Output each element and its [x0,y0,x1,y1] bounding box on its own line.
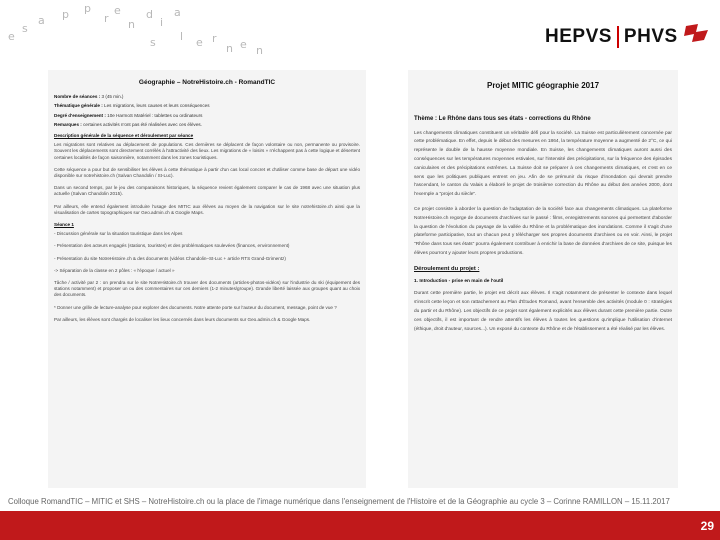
left-document-scan [48,70,366,488]
deco-letter: e [196,36,203,49]
deco-letter: n [256,44,263,57]
subsection-heading: 1. Introduction - prise en main de l'outil [414,278,504,284]
page-number-bar [0,511,720,540]
seance-item: Tâche / activité par 2 : on prendra sur le site NotreHistoire.ch trouver des documents (articles-photos-vidéos) sur l'industrie du ski (équipement des stations notamment) et proposer un ou des commentaires sur ces derniers (1-2 minutes/groupe). Grande liberté laissée aux groupes quant au choix des documents. [54,280,360,298]
seance-item: - Présentation des acteurs engagés (stations, touristes) et des problématiques soulevées (finances, environnement) [54,243,290,249]
description-heading: Description générale de la séquence et déroulement par séance [54,133,194,139]
deco-letter: e [240,38,247,51]
logo-right-text: PHVS [623,25,678,47]
doc-paragraph: Cette séquence a pour but de sensibiliser les élèves à cette thématique à partir d'un cas local concret et d'utiliser comme base de départ une vidéo disponible sur notrehistoire.ch (Salvan Chandolin / St-Luc). [54,166,360,179]
doc-paragraph: Ce projet consiste à aborder la question de l'adaptation de la société face aux changements climatiques. La plateforme NotreHistoire.ch regorge de documents d'archives sur le passé : films, enregistrements sonores qui permettent d'aborder la question de l'évolution du paysage de la vallée du Rhône et la problématique des inondations. Comme il s'agit d'une plateforme participative, tout un chacun peut y télécharger ses propres documents d'archives ou en voir. Ainsi, le projet "Rhône dans tous ses états" pourra également contribuer à enrichir la base de données d'archives de ce site, puisque les élèves pourront y ajouter leurs propres productions. [414,206,672,256]
page-number: 29 [700,519,714,533]
deco-letter: r [104,12,109,25]
doc-paragraph: Les changements climatiques constituent un véritable défi pour la société. La Suisse est particulièrement concernée par cette problématique. En effet, depuis le début des mesures en 1864, la température moyenne a augmenté de 2°C, ce qui représente le double de la hausse moyenne mondiale. En Suisse, les changements climatiques auront aussi des conséquences sur les températures moyennes estivales, sur l'intensité des précipitations, sur la fréquence des épisodes caniculaires et des précipitations extrêmes. La Suisse doit se préparer à ces changements climatiques, et c'est en ce sens que les politiques publiques entrent en jeu. Afin de se prémunir du risque d'inondation qui devrait prendre l'ascendant, le canton du Valais a élaboré le projet de troisième correction du Rhône au début des années 2000, dont l'exemple a "projet du siècle". [414,130,672,198]
seance-item: Par ailleurs, les élèves sont chargés de localiser les lieux concernés dans leurs documents sur Geo.admin.ch & Google Maps. [54,316,311,322]
doc-paragraph: Par ailleurs, elle entend également introduire l'usage des MITIC aux élèves au moyen de la navigation sur le site notrehistoire.ch ainsi que la visualisation de cartes topographiques sur Geo.admin.ch & Google Maps. [54,203,360,215]
seance-item: - Discussion générale sur la situation touristique dans les Alpes [54,231,183,237]
right-document-scan [408,70,678,488]
seance-item: -> Séparation de la classe en 2 pôles : « l'époque / actuel » [54,267,175,273]
deco-letter: e [8,30,15,43]
deco-letter: n [226,42,233,55]
deco-letter: p [84,2,91,15]
doc-meta-row: Thématique générale : Les migrations, leurs causes et leurs conséquences [54,103,210,109]
left-doc-title: Géographie – NotreHistoire.ch - RomandTIC [138,79,276,86]
deco-letter: p [62,8,69,21]
deco-letter: a [38,14,45,27]
doc-paragraph: Durant cette première partie, le projet est décrit aux élèves. Il s'agit notamment de présenter le contexte dans lequel s'inscrit cette leçon et son rattachement au Plan d'Études Romand, avant l'ensemble des activités (module 0 : stratégies du partir et du Rhône). Les objectifs de ce projet sont également explicités aux élèves durant cette première partie. Outre ces objectifs, il est important de rendre attentifs les élèves à toutes les questions qu'implique l'utilisation d'internet (éthique, droit d'auteur, sources...). Un exposé du contexte du Rhône et de l'établissement a été réalisé par les élèves. [414,291,672,332]
deco-letter: n [128,18,135,31]
deco-letter: d [146,8,153,21]
deco-letter: l [180,30,184,43]
hepvs-logo [545,22,710,51]
deco-letter: i [160,16,164,29]
section-heading: Déroulement du projet : [414,265,480,272]
deco-letter: e [114,4,121,17]
right-doc-title: Projet MITIC géographie 2017 [486,81,600,90]
deco-letter: s [150,36,156,49]
deco-letter: r [212,32,217,45]
header-decoration [0,0,300,70]
deco-letter: a [174,6,181,19]
doc-paragraph: Dans un second temps, par le jeu des comparaisons historiques, la séquence revient également comparer le cas de 1968 avec une situation plus actuelle (Salvan Chandolin 2015). [54,185,360,197]
slide-footer: Colloque RomandTIC – MITIC et SHS – NotreHistoire.ch ou la place de l'image numérique dans l'enseignement de l'Histoire et de la Géographie au cycle 3 – Corinne RAMILLON – 15.11.2017 [8,497,670,506]
doc-meta-row: Remarques : certaines activités n'ont pas été réalisées avec ces élèves. [54,121,202,127]
seance-heading: Séance 1 [54,222,74,228]
deco-letter: s [22,22,28,35]
flag-icon [684,22,710,51]
seance-item: - Présentation du site NotreHistoire.ch & des documents (vidéos Chandolin–St-Luc + article RTS Grand-Grimentz) [54,255,286,261]
logo-separator [617,26,619,48]
doc-paragraph: Les migrations sont relatives au déplacement de populations. Ces dernières se déplacent de façon volontaire ou non, permanente ou provisoire. Souvent les déplacements sont directement corrélés à l'attractivité des lieux. Les migrations de « loisirs » n'échappent pas à cette logique et désertent certaines localités de façon saisonnière, notamment dans les zones touristiques. [54,142,360,160]
seance-item: * Donner une grille de lecture-analyse pour explorer des documents. Notre attente porte sur l'auteur du document, message, point de vue ? [54,304,337,310]
doc-meta-row: Degré d'enseignement : 10e HarmoS Matériel : tablettes ou ordinateurs [54,112,203,118]
logo-left-text: HEPVS [545,25,612,47]
theme-heading: Thème : Le Rhône dans tous ses états - corrections du Rhône [414,115,591,122]
doc-meta-row: Nombre de séances : 3 (45 min.) [54,94,124,100]
